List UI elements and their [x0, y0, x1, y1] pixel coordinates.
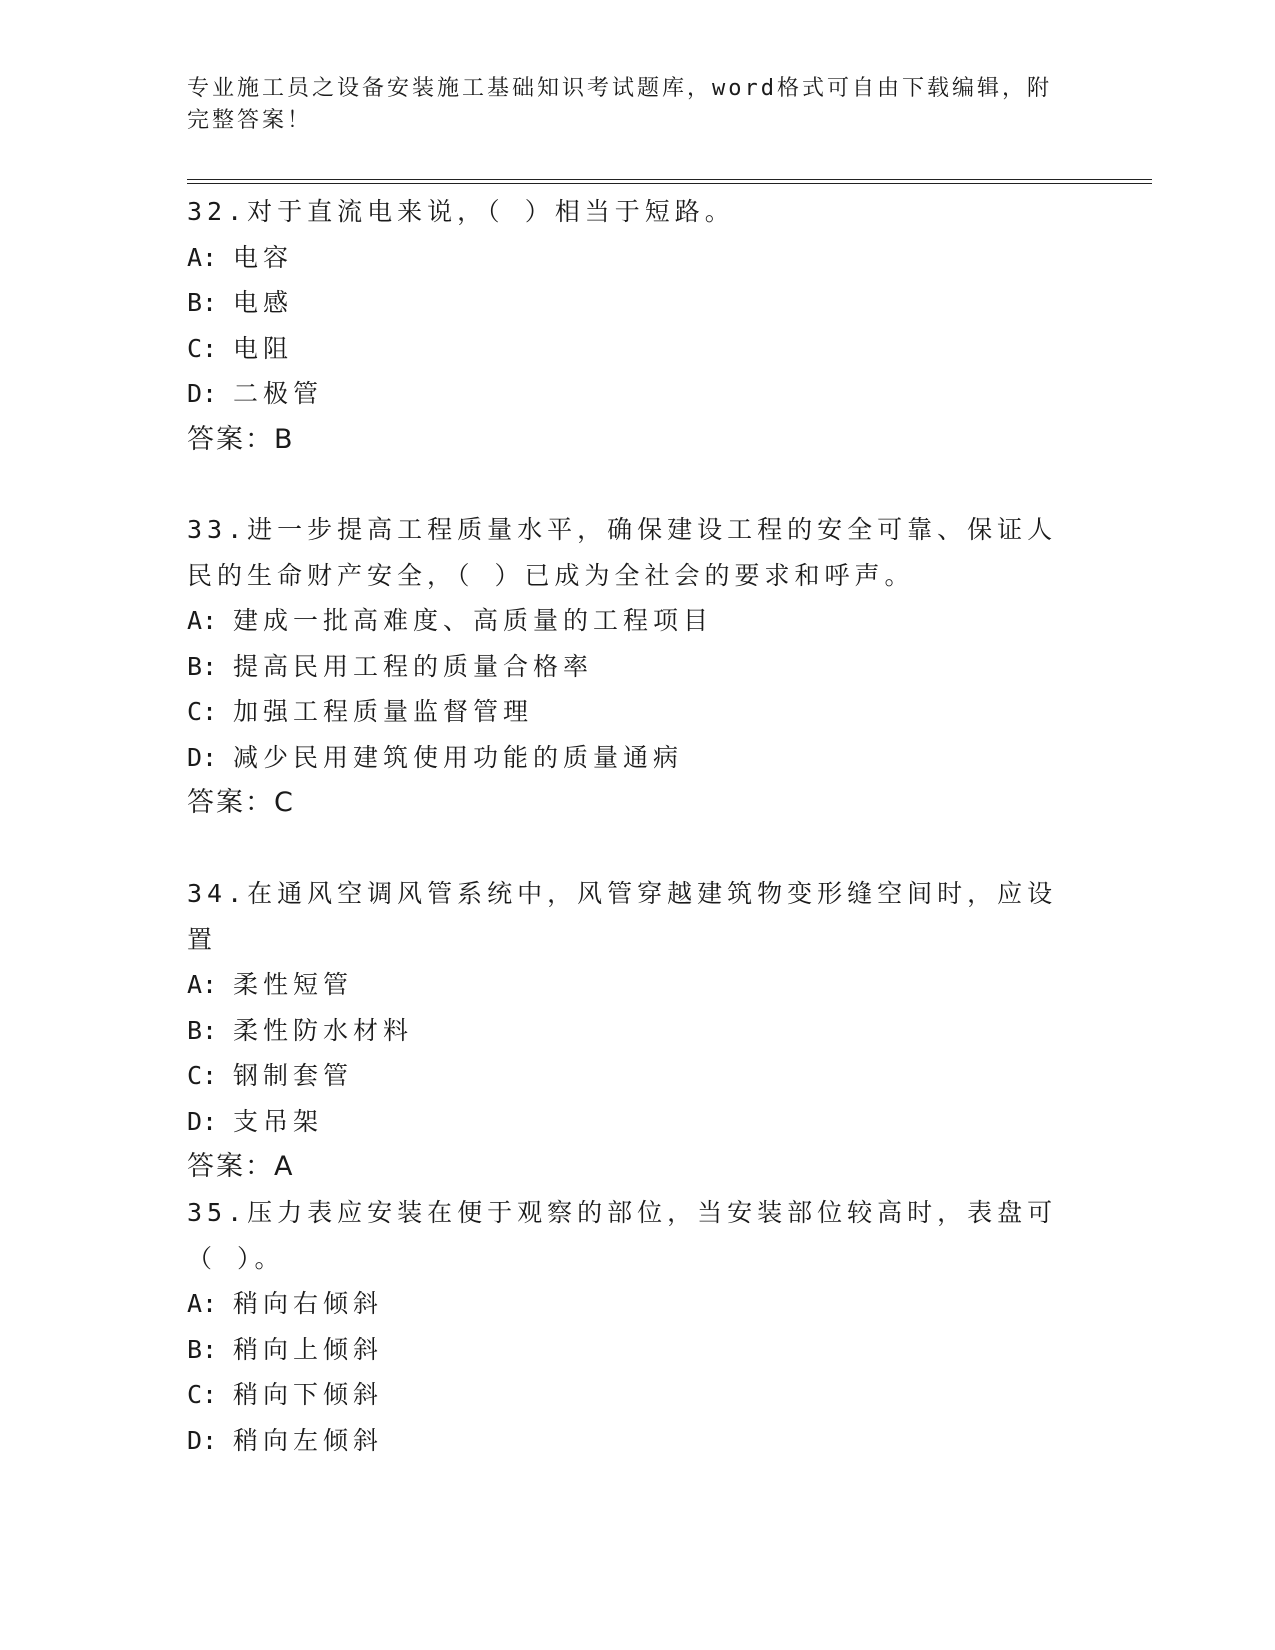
option-b	[187, 1327, 1087, 1373]
question-stem: 32.对于直流电来说，（ ）相当于短路。	[187, 197, 735, 226]
question-stem: 33.进一步提高工程质量水平，确保建设工程的安全可靠、保证人民的生命财产安全，（ ）已成为全社会的要求和呼声。	[187, 515, 1058, 590]
answer-line: 答案：A	[187, 1151, 295, 1182]
option-a	[187, 1281, 1087, 1327]
option-letter: B:	[187, 651, 218, 681]
option-letter: B:	[187, 1015, 218, 1045]
option-d	[187, 735, 1087, 781]
option-letter: D:	[187, 1425, 218, 1455]
header-divider-bottom	[187, 183, 1152, 184]
option-text: 二极管	[233, 379, 324, 408]
option-text: 电感	[233, 288, 294, 317]
option-d	[187, 1099, 1087, 1145]
option-text: 电阻	[233, 333, 294, 363]
option-text: 钢制套管	[233, 1061, 354, 1090]
option-letter: D:	[187, 742, 218, 772]
option-text: 稍向左倾斜	[233, 1425, 384, 1455]
question-34	[187, 871, 1087, 1190]
option-b	[187, 644, 1087, 690]
option-a	[187, 235, 1087, 281]
answer-line: 答案：B	[187, 423, 295, 455]
option-letter: D:	[187, 379, 218, 408]
option-text: 电容	[233, 242, 294, 272]
option-text: 加强工程质量监督管理	[233, 697, 534, 726]
option-c	[187, 326, 1087, 372]
option-text: 柔性短管	[233, 970, 354, 999]
option-letter: A:	[187, 242, 218, 272]
option-letter: A:	[187, 1289, 218, 1318]
header-divider-top	[187, 179, 1152, 180]
option-d	[187, 371, 1087, 417]
option-a	[187, 962, 1087, 1008]
option-letter: C:	[187, 697, 218, 726]
option-letter: C:	[187, 333, 218, 363]
option-letter: B:	[187, 1334, 218, 1364]
question-stem: 35.压力表应安装在便于观察的部位，当安装部位较高时，表盘可（ ）。	[187, 1198, 1058, 1273]
option-text: 稍向下倾斜	[233, 1380, 384, 1409]
option-text: 减少民用建筑使用功能的质量通病	[233, 742, 684, 772]
option-letter: C:	[187, 1061, 218, 1090]
option-text: 柔性防水材料	[233, 1015, 414, 1045]
option-b	[187, 1008, 1087, 1054]
option-text: 提高民用工程的质量合格率	[233, 651, 594, 681]
option-b	[187, 280, 1087, 326]
option-c	[187, 1372, 1087, 1418]
answer-line: 答案：C	[187, 787, 295, 818]
question-32	[187, 189, 1087, 462]
option-d	[187, 1418, 1087, 1464]
option-letter: D:	[187, 1106, 218, 1136]
option-text: 建成一批高难度、高质量的工程项目	[233, 606, 714, 635]
option-letter: B:	[187, 288, 218, 317]
option-letter: A:	[187, 606, 218, 635]
option-letter: C:	[187, 1380, 218, 1409]
option-text: 稍向上倾斜	[233, 1334, 384, 1364]
document-header: 专业施工员之设备安装施工基础知识考试题库，word格式可自由下载编辑，附完整答案！	[187, 76, 1052, 133]
option-c	[187, 1053, 1087, 1099]
option-text: 稍向右倾斜	[233, 1289, 384, 1318]
question-35	[187, 1190, 1087, 1463]
option-c	[187, 689, 1087, 735]
question-33	[187, 507, 1087, 826]
question-stem: 34.在通风空调风管系统中，风管穿越建筑物变形缝空间时，应设置	[187, 879, 1058, 954]
option-letter: A:	[187, 970, 218, 999]
option-text: 支吊架	[233, 1106, 324, 1136]
option-a	[187, 598, 1087, 644]
